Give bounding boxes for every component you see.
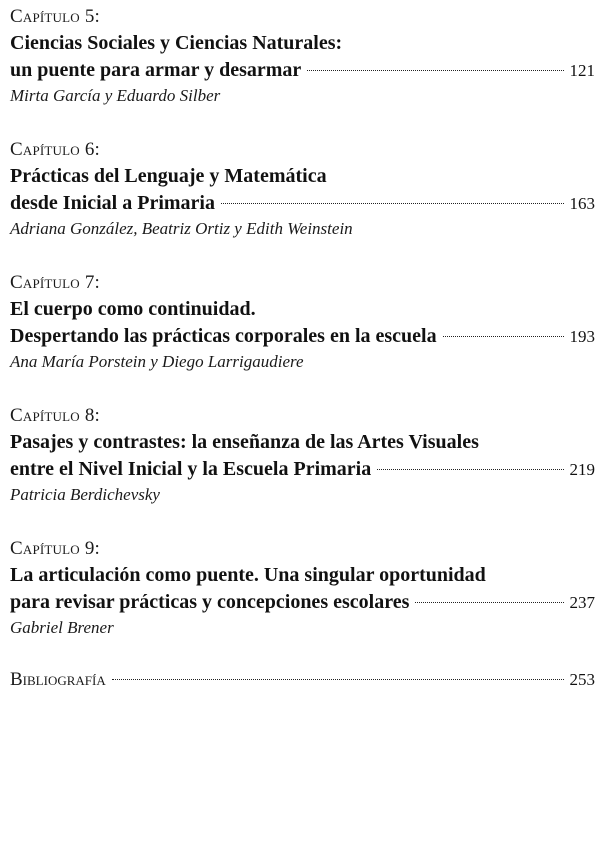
page-number: 193: [569, 327, 595, 346]
chapter-label: Capítulo 8:: [10, 405, 101, 426]
chapter-title-row: [10, 589, 595, 616]
dot-leader: [443, 336, 564, 337]
page-number: 163: [569, 194, 595, 213]
chapter-title-line: Despertando las prácticas corporales en la escuela: [10, 325, 437, 347]
table-of-contents: [10, 4, 595, 691]
chapter-authors: Ana María Porstein y Diego Larrigaudiere: [10, 352, 304, 371]
page-number: 121: [569, 61, 595, 80]
chapter-authors: Adriana González, Beatriz Ortiz y Edith Weinstein: [10, 219, 353, 238]
chapter-title-line: Ciencias Sociales y Ciencias Naturales:: [10, 32, 343, 54]
chapter-title-row: [10, 456, 595, 483]
toc-entry-chapter-5[interactable]: [10, 4, 595, 107]
toc-entry-chapter-7[interactable]: [10, 270, 595, 373]
page-number: 219: [569, 460, 595, 479]
chapter-title-line: Prácticas del Lenguaje y Matemática: [10, 165, 327, 187]
dot-leader: [415, 602, 563, 603]
chapter-label: Capítulo 9:: [10, 538, 101, 559]
dot-leader: [307, 70, 563, 71]
chapter-title-row: [10, 190, 595, 217]
chapter-label: Capítulo 7:: [10, 272, 101, 293]
chapter-authors: Gabriel Brener: [10, 618, 114, 637]
toc-entry-bibliography[interactable]: [10, 669, 595, 691]
chapter-title-row: [10, 57, 595, 84]
chapter-title-line: un puente para armar y desarmar: [10, 59, 302, 81]
chapter-authors: Patricia Berdichevsky: [10, 485, 160, 504]
page-number: 253: [569, 670, 595, 689]
dot-leader: [112, 679, 564, 680]
toc-entry-chapter-6[interactable]: [10, 137, 595, 240]
bibliography-label: Bibliografía: [10, 669, 106, 690]
chapter-title-line: entre el Nivel Inicial y la Escuela Primaria: [10, 458, 372, 480]
chapter-title-line: desde Inicial a Primaria: [10, 192, 215, 214]
page-number: 237: [569, 593, 595, 612]
toc-entry-chapter-8[interactable]: [10, 403, 595, 506]
chapter-title-line: El cuerpo como continuidad.: [10, 298, 256, 320]
chapter-authors: Mirta García y Eduardo Silber: [10, 86, 221, 105]
chapter-title-line: Pasajes y contrastes: la enseñanza de las Artes Visuales: [10, 431, 479, 453]
dot-leader: [377, 469, 563, 470]
chapter-label: Capítulo 6:: [10, 139, 101, 160]
chapter-title-line: La articulación como puente. Una singular oportunidad: [10, 564, 486, 586]
chapter-title-row: [10, 323, 595, 350]
chapter-title-line: para revisar prácticas y concepciones escolares: [10, 591, 410, 613]
chapter-label: Capítulo 5:: [10, 6, 101, 27]
dot-leader: [221, 203, 564, 204]
toc-entry-chapter-9[interactable]: [10, 536, 595, 639]
